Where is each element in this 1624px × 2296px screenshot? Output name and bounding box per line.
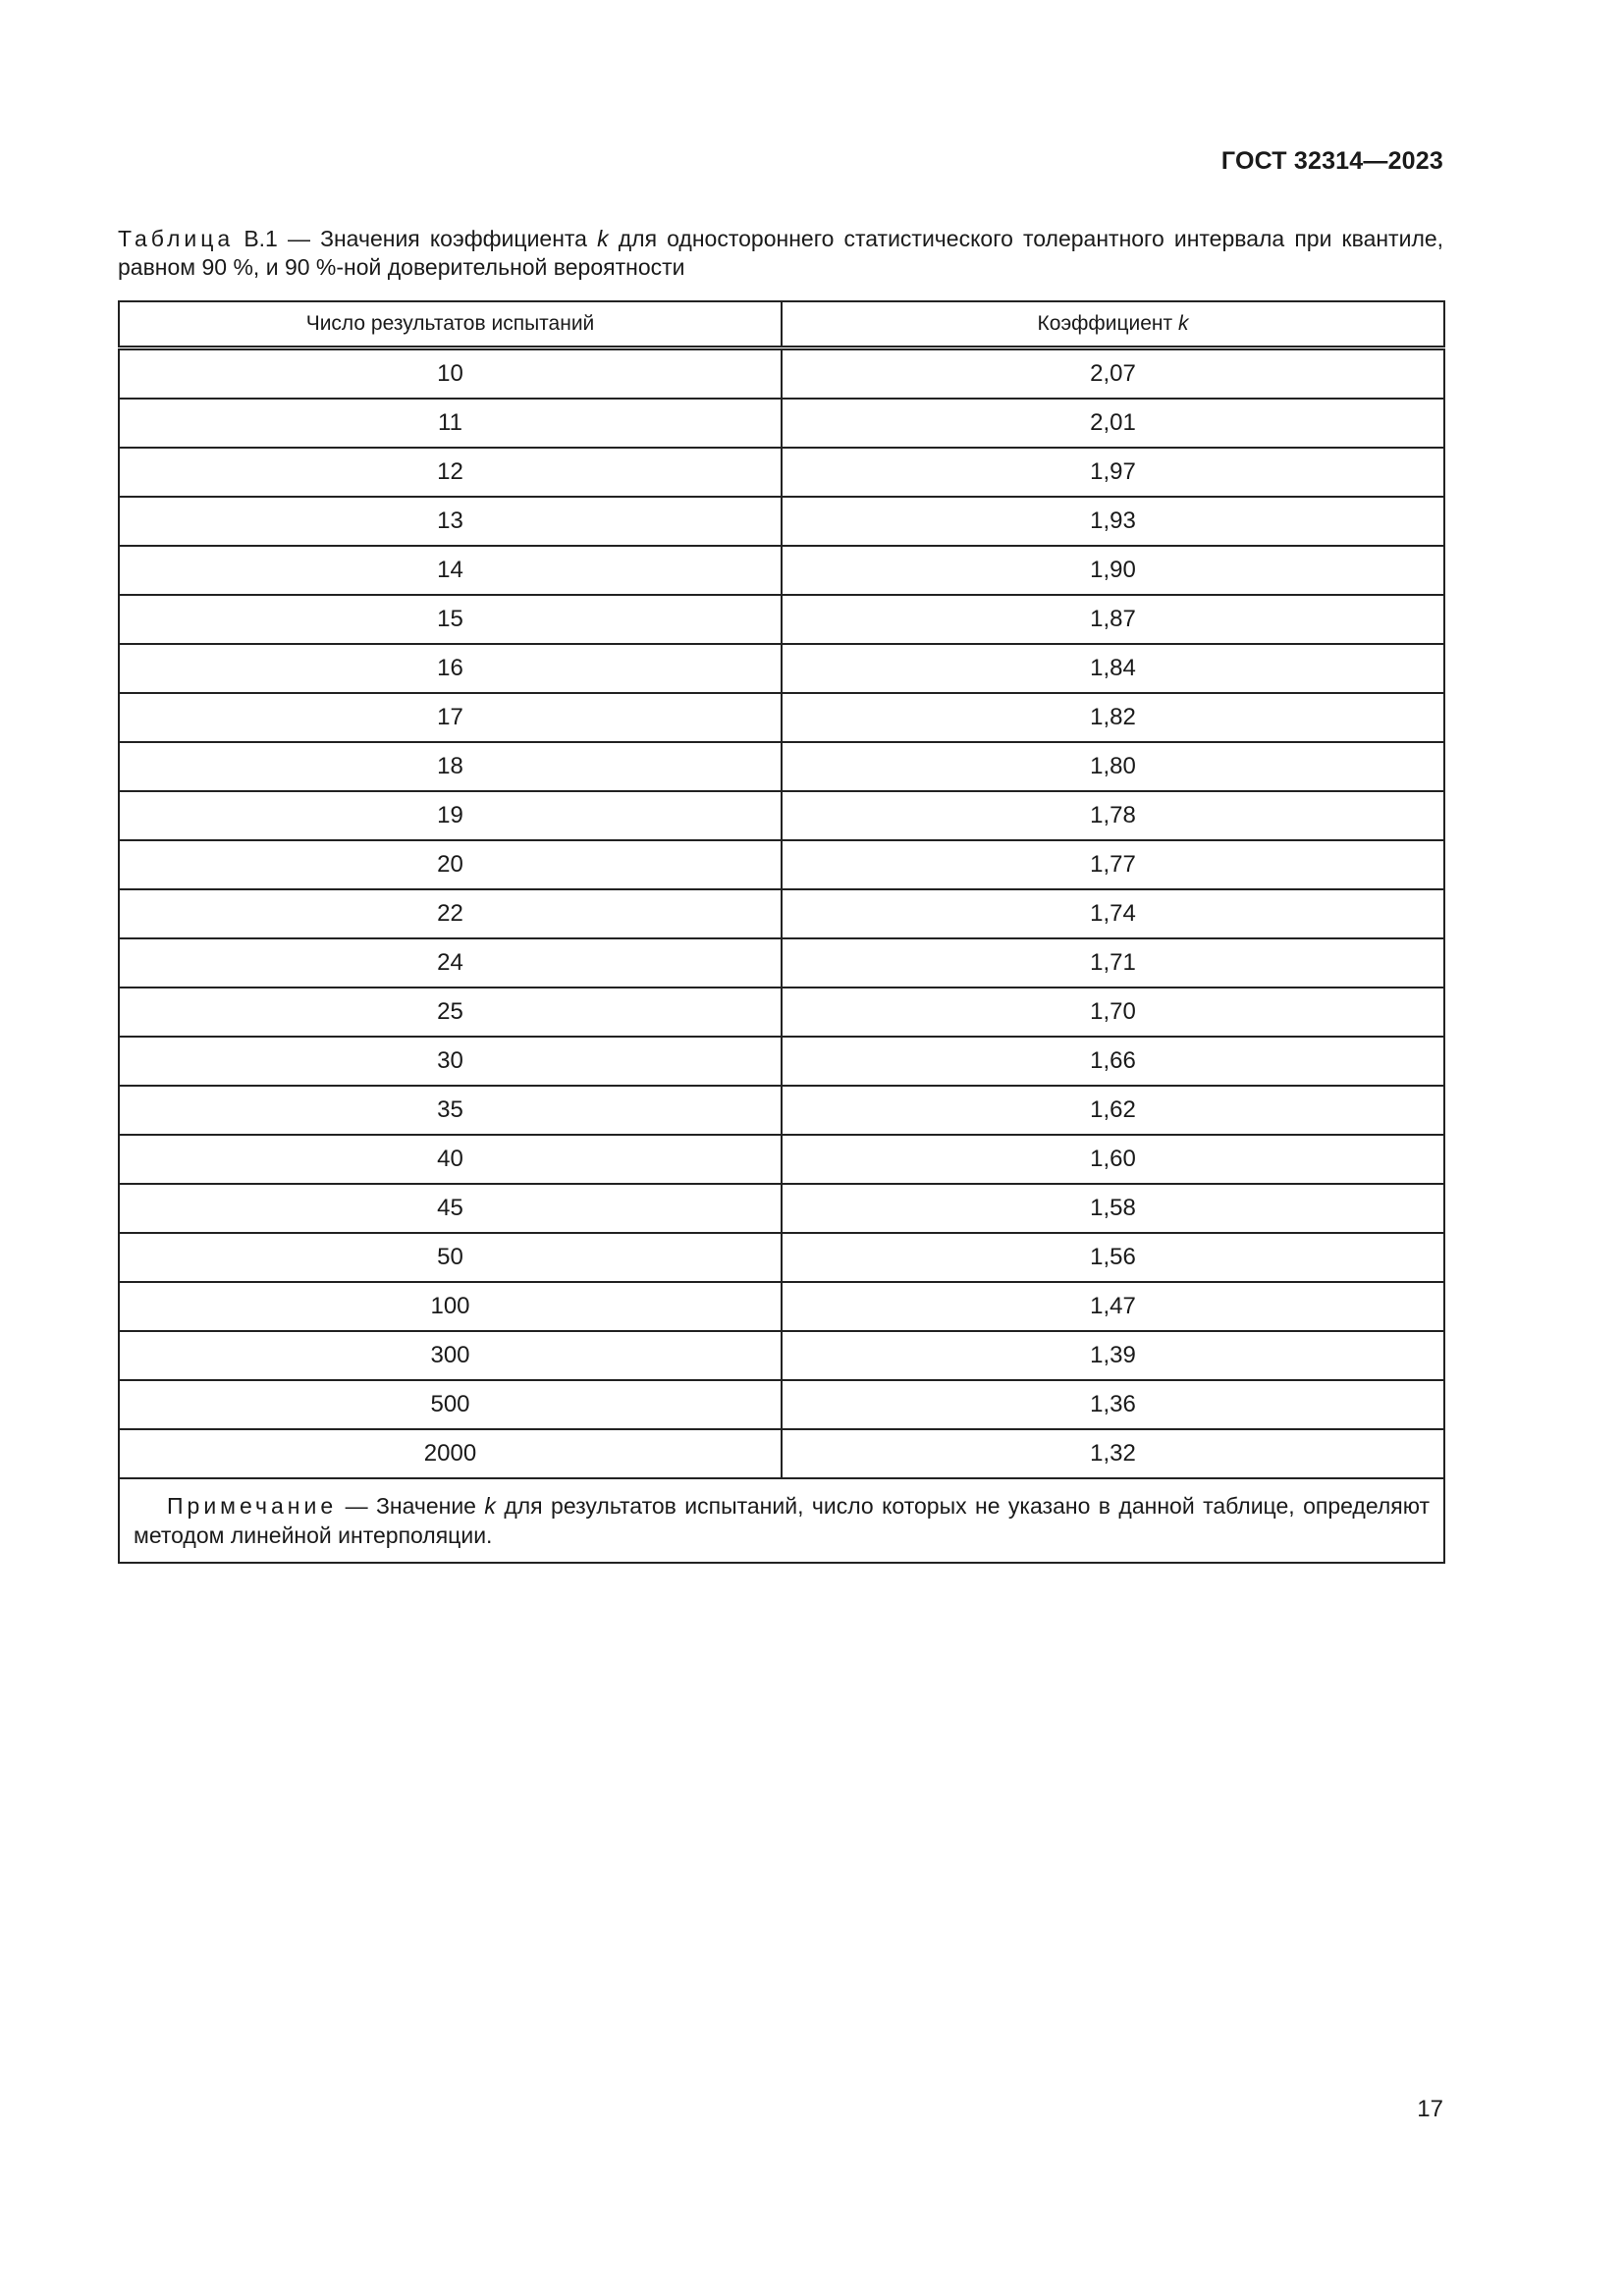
table-row: [119, 988, 1444, 1037]
cell-test-count: 15: [119, 595, 782, 644]
cell-test-count: 17: [119, 693, 782, 742]
table-row: [119, 1135, 1444, 1184]
cell-coefficient: 1,58: [782, 1184, 1444, 1233]
column-header-coefficient: [782, 301, 1444, 348]
table-row: [119, 1331, 1444, 1380]
table-row: [119, 1282, 1444, 1331]
cell-test-count: 100: [119, 1282, 782, 1331]
caption-text-part1: — Значения коэффициента: [287, 226, 587, 251]
document-code: ГОСТ 32314—2023: [1220, 147, 1443, 175]
cell-coefficient: 1,39: [782, 1331, 1444, 1380]
cell-test-count: 2000: [119, 1429, 782, 1478]
column-header-coefficient-var: k: [1177, 312, 1189, 335]
cell-test-count: 40: [119, 1135, 782, 1184]
table-row: [119, 448, 1444, 497]
table-row: [119, 497, 1444, 546]
table-row: [119, 399, 1444, 448]
cell-test-count: 24: [119, 938, 782, 988]
table-row: [119, 840, 1444, 889]
cell-coefficient: 1,70: [782, 988, 1444, 1037]
cell-coefficient: 1,90: [782, 546, 1444, 595]
note-variable: k: [484, 1493, 496, 1519]
table-row: [119, 595, 1444, 644]
table-body: [119, 348, 1444, 1479]
cell-test-count: 14: [119, 546, 782, 595]
table-row: [119, 693, 1444, 742]
cell-coefficient: 1,93: [782, 497, 1444, 546]
cell-test-count: 22: [119, 889, 782, 938]
cell-coefficient: 1,60: [782, 1135, 1444, 1184]
cell-coefficient: 1,78: [782, 791, 1444, 840]
cell-test-count: 18: [119, 742, 782, 791]
caption-variable: k: [597, 226, 609, 251]
table-row: [119, 1037, 1444, 1086]
cell-test-count: 11: [119, 399, 782, 448]
cell-coefficient: 1,66: [782, 1037, 1444, 1086]
cell-coefficient: 1,74: [782, 889, 1444, 938]
cell-coefficient: 1,71: [782, 938, 1444, 988]
cell-coefficient: 2,01: [782, 399, 1444, 448]
note-text-part1: — Значение: [345, 1493, 476, 1519]
table-row: [119, 644, 1444, 693]
cell-test-count: 19: [119, 791, 782, 840]
column-header-coefficient-text: Коэффициент: [1037, 312, 1173, 335]
cell-test-count: 13: [119, 497, 782, 546]
cell-test-count: 25: [119, 988, 782, 1037]
cell-test-count: 30: [119, 1037, 782, 1086]
note-text-part2: для результатов испытаний, число которых не указано в данной таблице, определяют методом линейной интерполяции.: [134, 1493, 1430, 1548]
cell-coefficient: 1,82: [782, 693, 1444, 742]
table-row: [119, 348, 1444, 400]
cell-coefficient: 1,32: [782, 1429, 1444, 1478]
cell-test-count: 35: [119, 1086, 782, 1135]
cell-test-count: 50: [119, 1233, 782, 1282]
table-header-row: [119, 301, 1444, 348]
table-caption: [118, 225, 1443, 282]
table-row: [119, 1184, 1444, 1233]
cell-coefficient: 1,62: [782, 1086, 1444, 1135]
note-label: Примечание: [167, 1493, 338, 1519]
cell-test-count: 300: [119, 1331, 782, 1380]
cell-test-count: 12: [119, 448, 782, 497]
table-row: [119, 889, 1444, 938]
cell-test-count: 20: [119, 840, 782, 889]
cell-test-count: 16: [119, 644, 782, 693]
table-row: [119, 1380, 1444, 1429]
caption-label: Таблица: [118, 226, 235, 251]
caption-number: В.1: [244, 226, 278, 251]
cell-coefficient: 1,36: [782, 1380, 1444, 1429]
table-row: [119, 1086, 1444, 1135]
cell-coefficient: 1,56: [782, 1233, 1444, 1282]
table-row: [119, 938, 1444, 988]
caption-text-part2: для одностороннего статистического толерантного интервала при квантиле, равном 90 %, и 90 %-ной доверительной вероятности: [118, 226, 1444, 280]
table-row: [119, 1429, 1444, 1478]
cell-coefficient: 2,07: [782, 348, 1444, 400]
table-row: [119, 791, 1444, 840]
table-row: [119, 546, 1444, 595]
table-row: [119, 742, 1444, 791]
note-cell: [119, 1478, 1444, 1563]
cell-test-count: 45: [119, 1184, 782, 1233]
cell-coefficient: 1,77: [782, 840, 1444, 889]
cell-coefficient: 1,47: [782, 1282, 1444, 1331]
cell-coefficient: 1,84: [782, 644, 1444, 693]
cell-test-count: 10: [119, 348, 782, 400]
note-row: [119, 1478, 1444, 1563]
cell-test-count: 500: [119, 1380, 782, 1429]
table-row: [119, 1233, 1444, 1282]
cell-coefficient: 1,97: [782, 448, 1444, 497]
page-number: 17: [1417, 2096, 1443, 2122]
cell-coefficient: 1,80: [782, 742, 1444, 791]
column-header-test-count: Число результатов испытаний: [119, 301, 782, 348]
coefficient-table: [118, 300, 1445, 1564]
cell-coefficient: 1,87: [782, 595, 1444, 644]
